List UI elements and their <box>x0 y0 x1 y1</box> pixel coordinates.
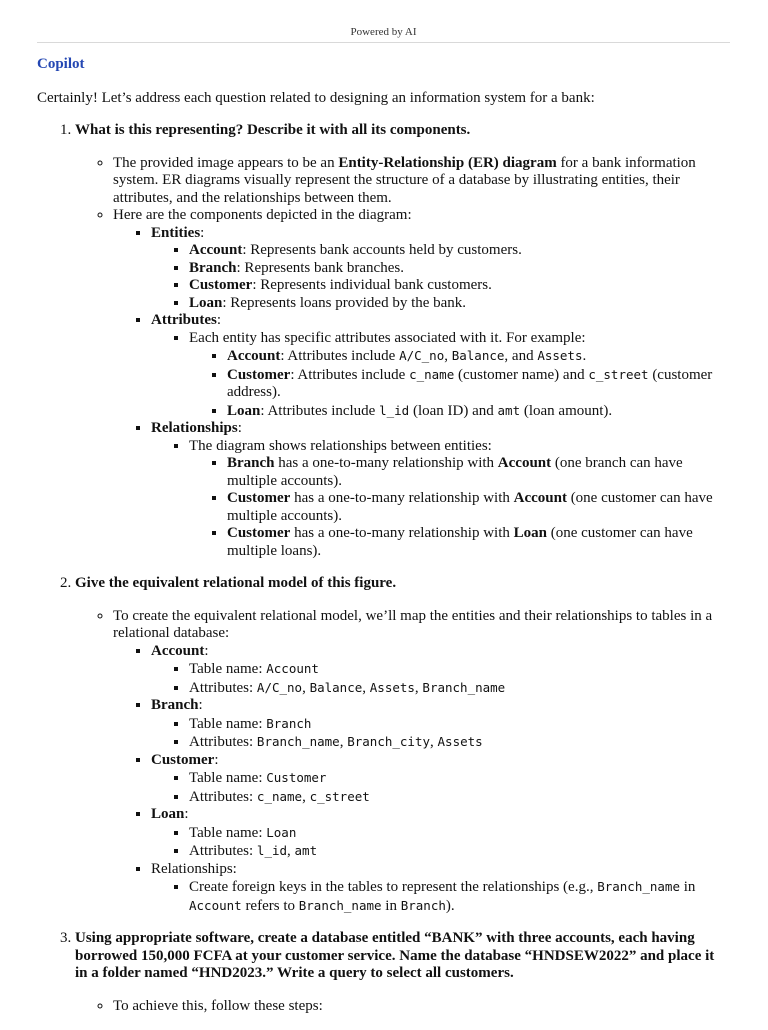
question-3-title: 3. Using appropriate software, create a database entitled “BANK” with three accounts, each having borrowed 150,000 FCFA at your customer service. Name the database “HNDSEW2022” and place it in a folder named “HND2023.” Write a query to select all customers. <box>75 930 715 981</box>
entity-item: ▪ Account: Represents bank accounts held by customers. <box>189 242 730 260</box>
attributes-intro: ▪ Each entity has specific attributes associated with it. For example: ▪ Account: Attributes include A/C_no, Balance, and Assets. ▪ Customer: Attributes include c_name (customer name) and c_street (customer address). ▪ Loan: Attributes include l_id (loan ID) and amt (loan amount). <box>189 330 730 421</box>
components-list <box>113 225 730 561</box>
table-loan: ▪ Loan: ▪ Table name: Loan ▪ Attributes: l_id, amt <box>151 806 730 861</box>
attributes-list <box>151 330 730 421</box>
question-list <box>37 122 730 1015</box>
document-body <box>37 56 730 1030</box>
answer-1-point-1: ◦ The provided image appears to be an Entity-Relationship (ER) diagram for a bank information system. ER diagrams visually represent the structure of a database by illustrating entities, their attributes, and the relationships between them. <box>113 155 730 208</box>
foreign-key-note: ▪ Create foreign keys in the tables to represent the relationships (e.g., Branch_name in Account refers to Branch_name in Branch). <box>189 878 730 915</box>
relationship-item: ▪ Branch has a one-to-many relationship with Account (one branch can have multiple accounts). <box>227 455 730 490</box>
attr-account: ▪ Account: Attributes include A/C_no, Balance, and Assets. <box>227 347 730 366</box>
table-branch: ▪ Branch: ▪ Table name: Branch ▪ Attributes: Branch_name, Branch_city, Assets <box>151 697 730 752</box>
question-1 <box>75 122 730 560</box>
table-name: ▪ Table name: Loan <box>189 824 730 843</box>
entities-list <box>151 242 730 312</box>
relationships-item: ▪ Relationships: ▪ The diagram shows relationships between entities: ▪ Branch has a one-to-many relationship with Account (one branch can have multiple accounts). ▪ Customer has a one-to-many relationship with Account (one customer can have multiple accounts). ▪ Customer has a one-to-many relationship with Loan (one customer can have multiple loans). <box>151 420 730 560</box>
table-name: ▪ Table name: Account <box>189 660 730 679</box>
relationships-intro: ▪ The diagram shows relationships between entities: ▪ Branch has a one-to-many relationship with Account (one branch can have multiple accounts). ▪ Customer has a one-to-many relationship with Account (one customer can have multiple accounts). ▪ Customer has a one-to-many relationship with Loan (one customer can have multiple loans). <box>189 438 730 561</box>
question-3 <box>75 930 730 1015</box>
answer-3-list <box>75 998 730 1016</box>
table-attributes: ▪ Attributes: Branch_name, Branch_city, Assets <box>189 733 730 752</box>
answer-2-list <box>75 608 730 916</box>
relationships-note: ▪ Relationships: ▪ Create foreign keys in the tables to represent the relationships (e.g., Branch_name in Account refers to Branch_name in Branch). <box>151 861 730 916</box>
answer-1-point-2: ◦ Here are the components depicted in the diagram: ▪ Entities: ▪ Account: Represents bank accounts held by customers. ▪ Branch: Represents bank branches. ▪ Customer: Represents individual bank customers. ▪ Loan: Represents loans provided by the bank. ▪ Attributes: ▪ Each entity has specific attributes associated with it. For example: ▪ Account: Attributes include A/C_no, Balance, and Assets. ▪ Customer: Attributes include c_name (customer name) and c_street (customer address). ▪ Loan: Attributes include l_id (loan ID) and amt (loan amount). ▪ Relationships: ▪ The diagram shows relationships between entities: ▪ Branch has a one-to-many relationship with Account (one branch can have multiple accounts). ▪ Customer has a one-to-many relationship with Account (one customer can have multiple accounts). ▪ Customer has a one-to-many relationship with Loan (one customer can have multiple loans). <box>113 207 730 560</box>
table-account: ▪ Account: ▪ Table name: Account ▪ Attributes: A/C_no, Balance, Assets, Branch_name <box>151 643 730 698</box>
relationship-item: ▪ Customer has a one-to-many relationship with Account (one customer can have multiple accounts). <box>227 490 730 525</box>
question-2 <box>75 575 730 915</box>
table-attributes: ▪ Attributes: A/C_no, Balance, Assets, Branch_name <box>189 679 730 698</box>
question-2-title: 2. Give the equivalent relational model of this figure. <box>75 575 397 591</box>
entity-item: ▪ Branch: Represents bank branches. <box>189 260 730 278</box>
powered-by-header: Powered by AI <box>37 26 730 43</box>
attr-customer: ▪ Customer: Attributes include c_name (customer name) and c_street (customer address). <box>227 366 730 402</box>
entities-item: ▪ Entities: ▪ Account: Represents bank accounts held by customers. ▪ Branch: Represents bank branches. ▪ Customer: Represents individual bank customers. ▪ Loan: Represents loans provided by the bank. <box>151 225 730 313</box>
table-name: ▪ Table name: Customer <box>189 769 730 788</box>
tables-list <box>113 643 730 916</box>
table-attributes: ▪ Attributes: c_name, c_street <box>189 788 730 807</box>
question-1-title: 1. What is this representing? Describe it with all its components. <box>75 122 471 138</box>
entity-item: ▪ Loan: Represents loans provided by the bank. <box>189 295 730 313</box>
intro-paragraph: Certainly! Let’s address each question related to designing an information system for a bank: <box>37 89 595 106</box>
copilot-brand: Copilot <box>37 56 85 72</box>
relationship-examples <box>189 455 730 560</box>
entity-item: ▪ Customer: Represents individual bank customers. <box>189 277 730 295</box>
answer-3-point: ◦ To achieve this, follow these steps: <box>113 998 730 1016</box>
attributes-item: ▪ Attributes: ▪ Each entity has specific attributes associated with it. For example: ▪ Account: Attributes include A/C_no, Balance, and Assets. ▪ Customer: Attributes include c_name (customer name) and c_street (customer address). ▪ Loan: Attributes include l_id (loan ID) and amt (loan amount). <box>151 312 730 420</box>
table-name: ▪ Table name: Branch <box>189 715 730 734</box>
answer-2-point: ◦ To create the equivalent relational model, we’ll map the entities and their relationships to tables in a relational database: ▪ Account: ▪ Table name: Account ▪ Attributes: A/C_no, Balance, Assets, Branch_name ▪ Branch: ▪ Table name: Branch ▪ Attributes: Branch_name, Branch_city, Assets ▪ Customer: ▪ Table name: Customer ▪ Attributes: c_name, c_street ▪ Loan: ▪ Table name: Loan ▪ Attributes: l_id, amt ▪ Relationships: ▪ Create foreign keys in the tables to represent the relationships (e.g., Branch_name in Account refers to Branch_name in Branch). <box>113 608 730 916</box>
attr-loan: ▪ Loan: Attributes include l_id (loan ID) and amt (loan amount). <box>227 402 730 421</box>
relationship-item: ▪ Customer has a one-to-many relationship with Loan (one customer can have multiple loans). <box>227 525 730 560</box>
attribute-examples <box>189 347 730 420</box>
table-attributes: ▪ Attributes: l_id, amt <box>189 842 730 861</box>
answer-1-list <box>75 155 730 561</box>
table-customer: ▪ Customer: ▪ Table name: Customer ▪ Attributes: c_name, c_street <box>151 752 730 807</box>
relationships-list <box>151 438 730 561</box>
